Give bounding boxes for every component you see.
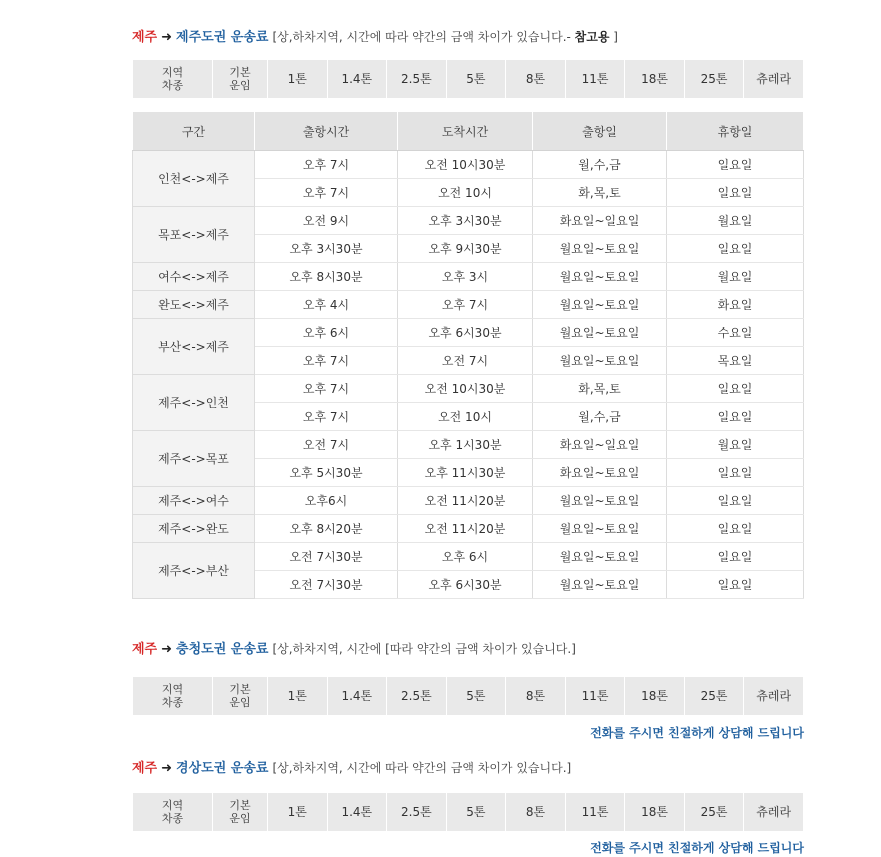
fare-table-gyeongsang: [132, 792, 804, 832]
sailing-days-cell: 월,수,금: [533, 403, 667, 431]
arrival-time-cell: 오후 6시: [398, 543, 533, 571]
arrival-time-cell: 오후 1시30분: [398, 431, 533, 459]
truck-type: 5톤: [446, 793, 506, 832]
truck-type: 18톤: [625, 60, 685, 99]
truck-type: 18톤: [625, 793, 685, 832]
origin-label: 제주: [132, 642, 158, 657]
closed-day-header: 휴항일: [667, 112, 804, 151]
route-cell: 제주<->목포: [133, 431, 255, 487]
schedule-row: [133, 543, 804, 571]
truck-type: 8톤: [506, 677, 566, 716]
truck-type: 츄레라: [744, 793, 804, 832]
route-cell: 제주<->여수: [133, 487, 255, 515]
schedule-row: [133, 431, 804, 459]
truck-type: 8톤: [506, 60, 566, 99]
departure-time-cell: 오전 7시30분: [255, 543, 398, 571]
destination-label: 충청도권 운송료: [176, 642, 269, 657]
sailing-days-cell: 월요일~토요일: [533, 487, 667, 515]
sailing-days-cell: 화요일~토요일: [533, 459, 667, 487]
schedule-row: [133, 151, 804, 179]
fare-header-row: [133, 677, 804, 716]
region-vehicle-header: 지역 차종: [133, 793, 213, 832]
sailing-days-cell: 월요일~토요일: [533, 263, 667, 291]
departure-time-cell: 오후 4시: [255, 291, 398, 319]
sailing-days-cell: 월요일~토요일: [533, 291, 667, 319]
basic-fare-header: 기본 운임: [213, 60, 268, 99]
schedule-row: [133, 375, 804, 403]
fare-note-end: ]: [609, 30, 618, 44]
arrow-right-icon: ➜: [161, 761, 173, 776]
fare-note: [272, 30, 617, 44]
closed-day-cell: 화요일: [667, 291, 804, 319]
route-header: 구간: [133, 112, 255, 151]
arrival-time-cell: 오후 6시30분: [398, 571, 533, 599]
truck-type: 11톤: [565, 677, 625, 716]
arrival-time-cell: 오전 7시: [398, 347, 533, 375]
truck-type: 1.4톤: [327, 793, 387, 832]
arrival-time-cell: 오전 10시: [398, 179, 533, 207]
fare-table-jeju: [132, 59, 804, 99]
departure-time-cell: 오후 8시30분: [255, 263, 398, 291]
truck-type: 1톤: [268, 677, 328, 716]
basic-fare-header: 기본 운임: [213, 677, 268, 716]
closed-day-cell: 일요일: [667, 487, 804, 515]
closed-day-cell: 일요일: [667, 151, 804, 179]
departure-time-cell: 오후 7시: [255, 347, 398, 375]
departure-time-cell: 오전 7시: [255, 431, 398, 459]
schedule-row: [133, 263, 804, 291]
closed-day-cell: 월요일: [667, 263, 804, 291]
truck-type: 츄레라: [744, 677, 804, 716]
truck-type: 18톤: [625, 677, 685, 716]
sailing-days-cell: 월요일~토요일: [533, 571, 667, 599]
consultation-message: 전화를 주시면 친절하게 상담해 드립니다: [590, 841, 804, 855]
sailing-days-cell: 월요일~토요일: [533, 515, 667, 543]
departure-time-cell: 오전 7시30분: [255, 571, 398, 599]
basic-fare-header: 기본 운임: [213, 793, 268, 832]
truck-type: 1.4톤: [327, 677, 387, 716]
destination-label: 경상도권 운송료: [176, 761, 269, 776]
region-vehicle-header: 지역 차종: [133, 677, 213, 716]
region-vehicle-header: 지역 차종: [133, 60, 213, 99]
arrival-time-cell: 오후 3시: [398, 263, 533, 291]
truck-type: 25톤: [684, 60, 744, 99]
section-title-chungcheong: [132, 640, 576, 659]
section-title-jeju: [132, 28, 618, 47]
truck-type: 1톤: [268, 60, 328, 99]
sailing-days-cell: 화요일~일요일: [533, 207, 667, 235]
truck-type: 1톤: [268, 793, 328, 832]
closed-day-cell: 일요일: [667, 179, 804, 207]
route-cell: 목포<->제주: [133, 207, 255, 263]
arrow-right-icon: ➜: [161, 642, 173, 657]
route-cell: 완도<->제주: [133, 291, 255, 319]
departure-time-cell: 오후 8시20분: [255, 515, 398, 543]
arrival-time-cell: 오전 10시30분: [398, 151, 533, 179]
closed-day-cell: 일요일: [667, 403, 804, 431]
departure-time-cell: 오후 5시30분: [255, 459, 398, 487]
destination-label: 제주도권 운송료: [176, 30, 269, 45]
arrival-time-cell: 오후 6시30분: [398, 319, 533, 347]
sailing-days-cell: 월,수,금: [533, 151, 667, 179]
arrival-time-cell: 오전 10시30분: [398, 375, 533, 403]
truck-type: 11톤: [565, 793, 625, 832]
departure-time-cell: 오후 7시: [255, 375, 398, 403]
route-cell: 제주<->완도: [133, 515, 255, 543]
departure-time-cell: 오후 7시: [255, 151, 398, 179]
departure-time-cell: 오전 9시: [255, 207, 398, 235]
truck-type: 츄레라: [744, 60, 804, 99]
closed-day-cell: 일요일: [667, 235, 804, 263]
route-cell: 제주<->인천: [133, 375, 255, 431]
arrival-time-cell: 오후 3시30분: [398, 207, 533, 235]
schedule-row: [133, 487, 804, 515]
truck-type: 2.5톤: [387, 60, 447, 99]
departure-time-cell: 오후 7시: [255, 179, 398, 207]
sailing-days-cell: 월요일~토요일: [533, 235, 667, 263]
departure-time-cell: 오후 3시30분: [255, 235, 398, 263]
sailing-days-cell: 화,목,토: [533, 375, 667, 403]
truck-type: 25톤: [684, 677, 744, 716]
truck-type: 5톤: [446, 60, 506, 99]
arrival-time-cell: 오후 9시30분: [398, 235, 533, 263]
truck-type: 1.4톤: [327, 60, 387, 99]
closed-day-cell: 목요일: [667, 347, 804, 375]
truck-type: 2.5톤: [387, 793, 447, 832]
arrival-time-cell: 오전 11시20분: [398, 515, 533, 543]
sailing-days-cell: 화,목,토: [533, 179, 667, 207]
fare-note-bold: 참고용: [574, 30, 610, 44]
closed-day-cell: 일요일: [667, 459, 804, 487]
schedule-row: [133, 515, 804, 543]
sailing-days-cell: 화요일~일요일: [533, 431, 667, 459]
closed-day-cell: 일요일: [667, 543, 804, 571]
fare-header-row: [133, 60, 804, 99]
sailing-days-cell: 월요일~토요일: [533, 319, 667, 347]
arrival-time-cell: 오전 11시20분: [398, 487, 533, 515]
route-cell: 부산<->제주: [133, 319, 255, 375]
closed-day-cell: 일요일: [667, 571, 804, 599]
schedule-row: [133, 291, 804, 319]
closed-day-cell: 월요일: [667, 431, 804, 459]
origin-label: 제주: [132, 761, 158, 776]
departure-time-header: 출항시간: [255, 112, 398, 151]
origin-label: 제주: [132, 30, 158, 45]
closed-day-cell: 월요일: [667, 207, 804, 235]
arrival-time-cell: 오전 10시: [398, 403, 533, 431]
route-cell: 인천<->제주: [133, 151, 255, 207]
closed-day-cell: 일요일: [667, 515, 804, 543]
fare-note: [상,하차지역, 시간에 [따라 약간의 금액 차이가 있습니다.]: [272, 642, 576, 656]
truck-type: 5톤: [446, 677, 506, 716]
truck-type: 2.5톤: [387, 677, 447, 716]
section-title-gyeongsang: [132, 759, 571, 778]
schedule-row: [133, 319, 804, 347]
truck-type: 8톤: [506, 793, 566, 832]
schedule-row: [133, 207, 804, 235]
consultation-message: 전화를 주시면 친절하게 상담해 드립니다: [590, 726, 804, 740]
route-cell: 여수<->제주: [133, 263, 255, 291]
truck-type: 25톤: [684, 793, 744, 832]
departure-time-cell: 오후6시: [255, 487, 398, 515]
departure-time-cell: 오후 7시: [255, 403, 398, 431]
arrival-time-cell: 오후 11시30분: [398, 459, 533, 487]
route-cell: 제주<->부산: [133, 543, 255, 599]
fare-header-row: [133, 793, 804, 832]
sailing-days-header: 출항일: [533, 112, 667, 151]
fare-table-chungcheong: [132, 676, 804, 716]
arrival-time-cell: 오후 7시: [398, 291, 533, 319]
departure-time-cell: 오후 6시: [255, 319, 398, 347]
closed-day-cell: 일요일: [667, 375, 804, 403]
arrival-time-header: 도착시간: [398, 112, 533, 151]
sailing-days-cell: 월요일~토요일: [533, 543, 667, 571]
fare-note: [상,하차지역, 시간에 따라 약간의 금액 차이가 있습니다.]: [272, 761, 572, 775]
closed-day-cell: 수요일: [667, 319, 804, 347]
schedule-header-row: [133, 112, 804, 151]
truck-type: 11톤: [565, 60, 625, 99]
arrow-right-icon: ➜: [161, 30, 173, 45]
ferry-schedule-table: [132, 111, 804, 599]
sailing-days-cell: 월요일~토요일: [533, 347, 667, 375]
fare-note-text: [상,하차지역, 시간에 따라 약간의 금액 차이가 있습니다.-: [272, 30, 575, 44]
